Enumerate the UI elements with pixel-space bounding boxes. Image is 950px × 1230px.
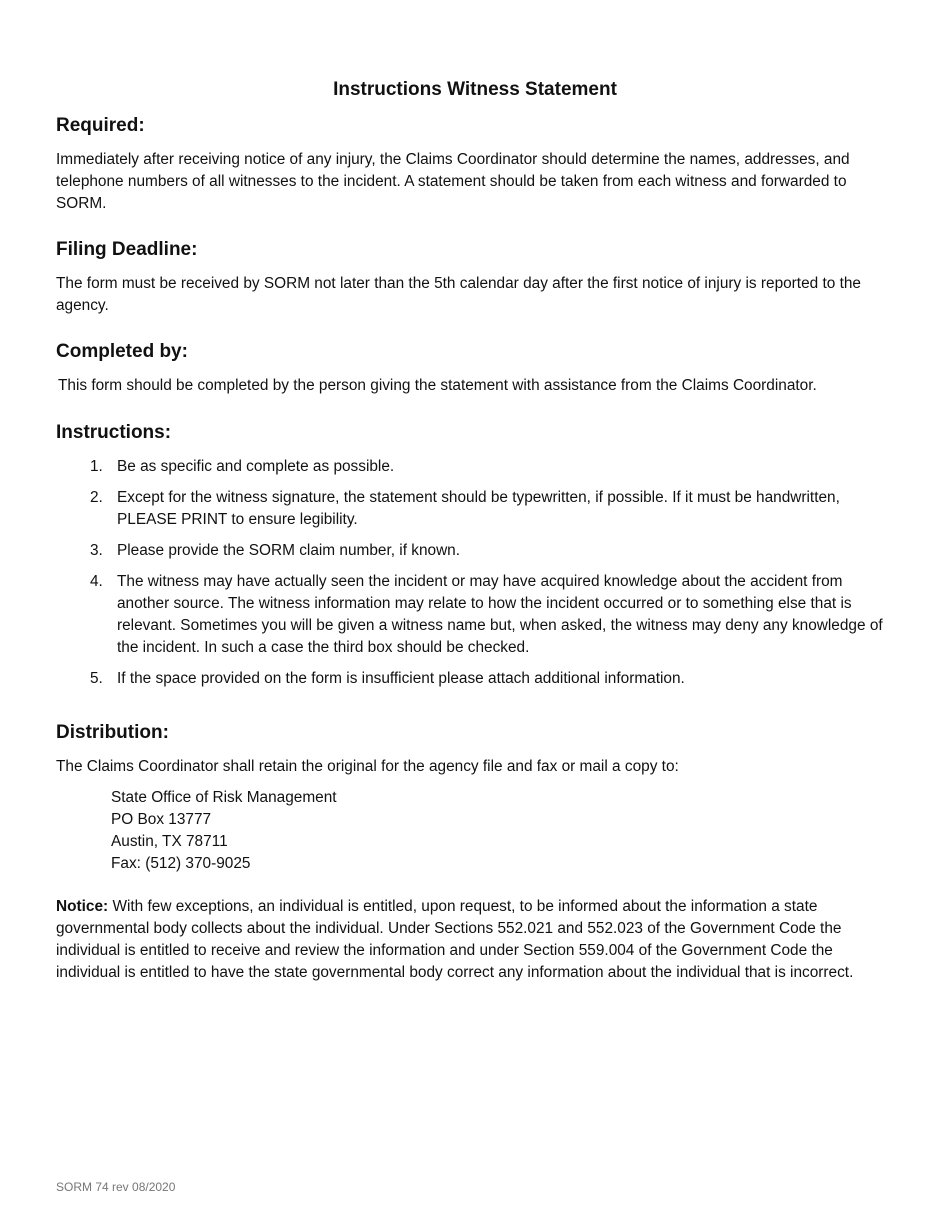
notice-text: With few exceptions, an individual is entitled, upon request, to be informed about the information a state governmental body collects about the individual. Under Sections 552.021 and 552.023 of the Government Code the individual is entitled to receive and review the information and under Section 559.004 of the Government Code the individual is entitled to have the state governmental body correct any information about the individual that is incorrect. <box>56 898 854 981</box>
list-item-number: 5. <box>90 670 103 687</box>
required-heading: Required: <box>56 115 145 136</box>
list-item <box>56 456 894 478</box>
list-item-number: 2. <box>90 489 103 506</box>
list-item-text: If the space provided on the form is insufficient please attach additional information. <box>117 670 685 687</box>
list-item-number: 4. <box>90 573 103 590</box>
completed-by-text: This form should be completed by the person giving the statement with assistance from the Claims Coordinator. <box>58 377 817 394</box>
list-item-text: Except for the witness signature, the statement should be typewritten, if possible. If it must be handwritten, PLEASE PRINT to ensure legibility. <box>117 489 840 528</box>
distribution-text: The Claims Coordinator shall retain the original for the agency file and fax or mail a copy to: <box>56 758 679 775</box>
filing-deadline-text: The form must be received by SORM not later than the 5th calendar day after the first notice of injury is reported to the agency. <box>56 275 861 314</box>
distribution-heading: Distribution: <box>56 722 169 743</box>
list-item-number: 1. <box>90 458 103 475</box>
notice-paragraph <box>56 896 894 984</box>
list-item-text: Be as specific and complete as possible. <box>117 458 395 475</box>
required-text: Immediately after receiving notice of any injury, the Claims Coordinator should determine the names, addresses, and telephone numbers of all witnesses to the incident. A statement should be taken from each witness and forwarded to SORM. <box>56 151 850 212</box>
list-item-number: 3. <box>90 542 103 559</box>
mailing-address <box>56 787 894 875</box>
address-line-organization: State Office of Risk Management <box>111 789 337 806</box>
instructions-list <box>56 456 894 690</box>
page-title: Instructions Witness Statement <box>333 79 617 100</box>
list-item <box>56 668 894 690</box>
list-item-text: The witness may have actually seen the incident or may have acquired knowledge about the accident from another source. The witness information may relate to how the incident occurred or to something else that is relevant. Sometimes you will be given a witness name but, when asked, the witness may deny any knowledge of the incident. In such a case the third box should be checked. <box>117 573 883 656</box>
list-item <box>56 540 894 562</box>
filing-deadline-heading: Filing Deadline: <box>56 239 198 260</box>
address-line-fax: Fax: (512) 370-9025 <box>111 855 251 872</box>
address-line-po-box: PO Box 13777 <box>111 811 212 828</box>
form-revision-footer: SORM 74 rev 08/2020 <box>56 1180 176 1194</box>
list-item-text: Please provide the SORM claim number, if known. <box>117 542 461 559</box>
address-line-city: Austin, TX 78711 <box>111 833 228 850</box>
notice-label: Notice: <box>56 898 109 915</box>
list-item <box>56 571 894 659</box>
completed-by-heading: Completed by: <box>56 341 188 362</box>
list-item <box>56 487 894 531</box>
instructions-heading: Instructions: <box>56 422 172 443</box>
